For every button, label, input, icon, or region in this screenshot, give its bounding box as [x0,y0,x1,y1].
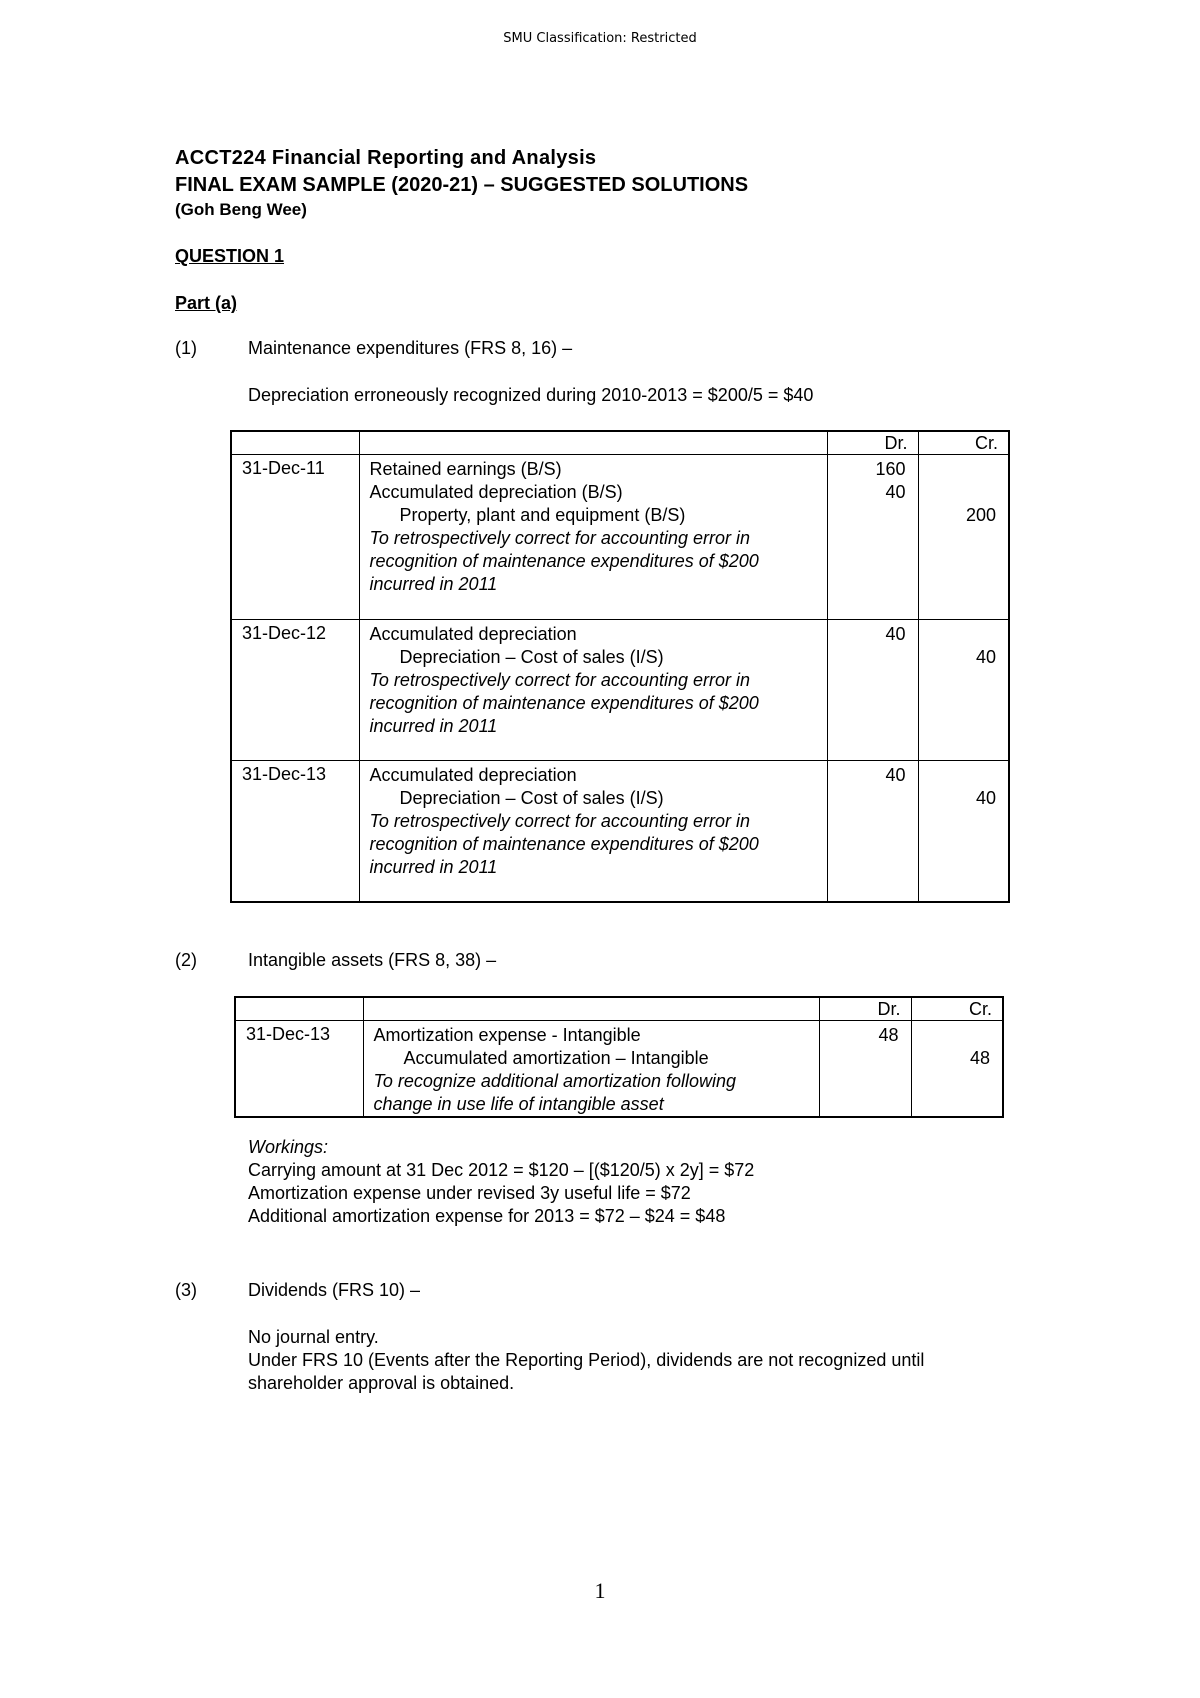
author: (Goh Beng Wee) [175,200,307,219]
table-header-row [231,431,1009,455]
entry-date: 31-Dec-12 [231,620,359,761]
account-line: Accumulated depreciation (B/S) [369,482,623,502]
part-heading: Part (a) [175,293,238,313]
account-line: Depreciation – Cost of sales (I/S) [399,647,664,667]
cr-header: Cr. [918,431,1009,455]
entry-date: 31-Dec-13 [231,761,359,902]
account-line: Depreciation – Cost of sales (I/S) [399,788,664,808]
item2-number: (2) [175,950,197,970]
item1-number: (1) [175,338,197,358]
table-row [231,620,1009,761]
cr-amounts [911,1021,1003,1118]
entry-date: 31-Dec-11 [231,455,359,620]
cr-amounts [918,620,1009,761]
dr-amount: 160 [875,459,906,479]
account-line: Accumulated depreciation [369,624,577,644]
item1-note: Depreciation erroneously recognized during 2010-2013 = $200/5 = $40 [248,385,814,405]
cr-header: Cr. [911,997,1003,1021]
page-number: 1 [594,1578,606,1603]
journal-table-2 [234,996,1004,1118]
classification-label: SMU Classification: Restricted [503,31,697,46]
table-row [231,761,1009,902]
cr-amount: 48 [969,1048,990,1068]
cr-amount: 200 [965,505,996,525]
account-line: Accumulated depreciation [369,765,577,785]
item3-body [248,1326,924,1395]
dr-header: Dr. [819,997,911,1021]
entry-description [363,1021,819,1118]
table-row [235,1021,1003,1118]
entry-description [359,761,827,902]
dr-amounts [819,1021,911,1118]
dr-amounts [827,620,918,761]
item3-title: Dividends (FRS 10) – [248,1280,421,1300]
account-line: Retained earnings (B/S) [369,459,562,479]
item3-line: No journal entry. [248,1327,379,1347]
dr-amounts [827,761,918,902]
account-line: Property, plant and equipment (B/S) [399,505,686,525]
entry-description [359,455,827,620]
journal-table-1 [230,430,1010,903]
narration-line: incurred in 2011 [369,716,498,736]
cr-amount: 40 [975,647,996,667]
table-row [231,455,1009,620]
dr-amount: 40 [885,624,906,644]
item3-line: Under FRS 10 (Events after the Reporting Period), dividends are not recognized until [248,1350,925,1370]
item2-title: Intangible assets (FRS 8, 38) – [248,950,497,970]
entry-date: 31-Dec-13 [235,1021,363,1118]
narration-line: To retrospectively correct for accounting error in [369,670,750,690]
cr-amounts [918,761,1009,902]
workings-block [248,1136,754,1228]
course-title: ACCT224 Financial Reporting and Analysis [175,147,597,169]
narration-line: incurred in 2011 [369,857,498,877]
workings-line: Amortization expense under revised 3y useful life = $72 [248,1183,691,1203]
cr-amount: 40 [975,788,996,808]
narration-line: To retrospectively correct for accounting error in [369,528,750,548]
item1-title: Maintenance expenditures (FRS 8, 16) – [248,338,573,358]
narration-line: To retrospectively correct for accounting error in [369,811,750,831]
dr-amount: 40 [885,765,906,785]
workings-line: Carrying amount at 31 Dec 2012 = $120 – [($120/5) x 2y] = $72 [248,1160,755,1180]
workings-line: Additional amortization expense for 2013 = $72 – $24 = $48 [248,1206,726,1226]
narration-line: recognition of maintenance expenditures of $200 [369,834,759,854]
question-heading: QUESTION 1 [175,246,285,266]
dr-header: Dr. [827,431,918,455]
item3-number: (3) [175,1280,197,1300]
item3-line: shareholder approval is obtained. [248,1373,515,1393]
account-line: Accumulated amortization – Intangible [403,1048,709,1068]
workings-label: Workings: [248,1137,329,1157]
narration-line: change in use life of intangible asset [373,1094,664,1114]
exam-title: FINAL EXAM SAMPLE (2020-21) – SUGGESTED SOLUTIONS [175,174,749,196]
table-header-row [235,997,1003,1021]
narration-line: To recognize additional amortization following [373,1071,737,1091]
dr-amount: 48 [878,1025,899,1045]
narration-line: recognition of maintenance expenditures of $200 [369,693,759,713]
cr-amounts [918,455,1009,620]
entry-description [359,620,827,761]
narration-line: recognition of maintenance expenditures of $200 [369,551,759,571]
dr-amounts [827,455,918,620]
dr-amount: 40 [885,482,906,502]
account-line: Amortization expense - Intangible [373,1025,641,1045]
narration-line: incurred in 2011 [369,574,498,594]
